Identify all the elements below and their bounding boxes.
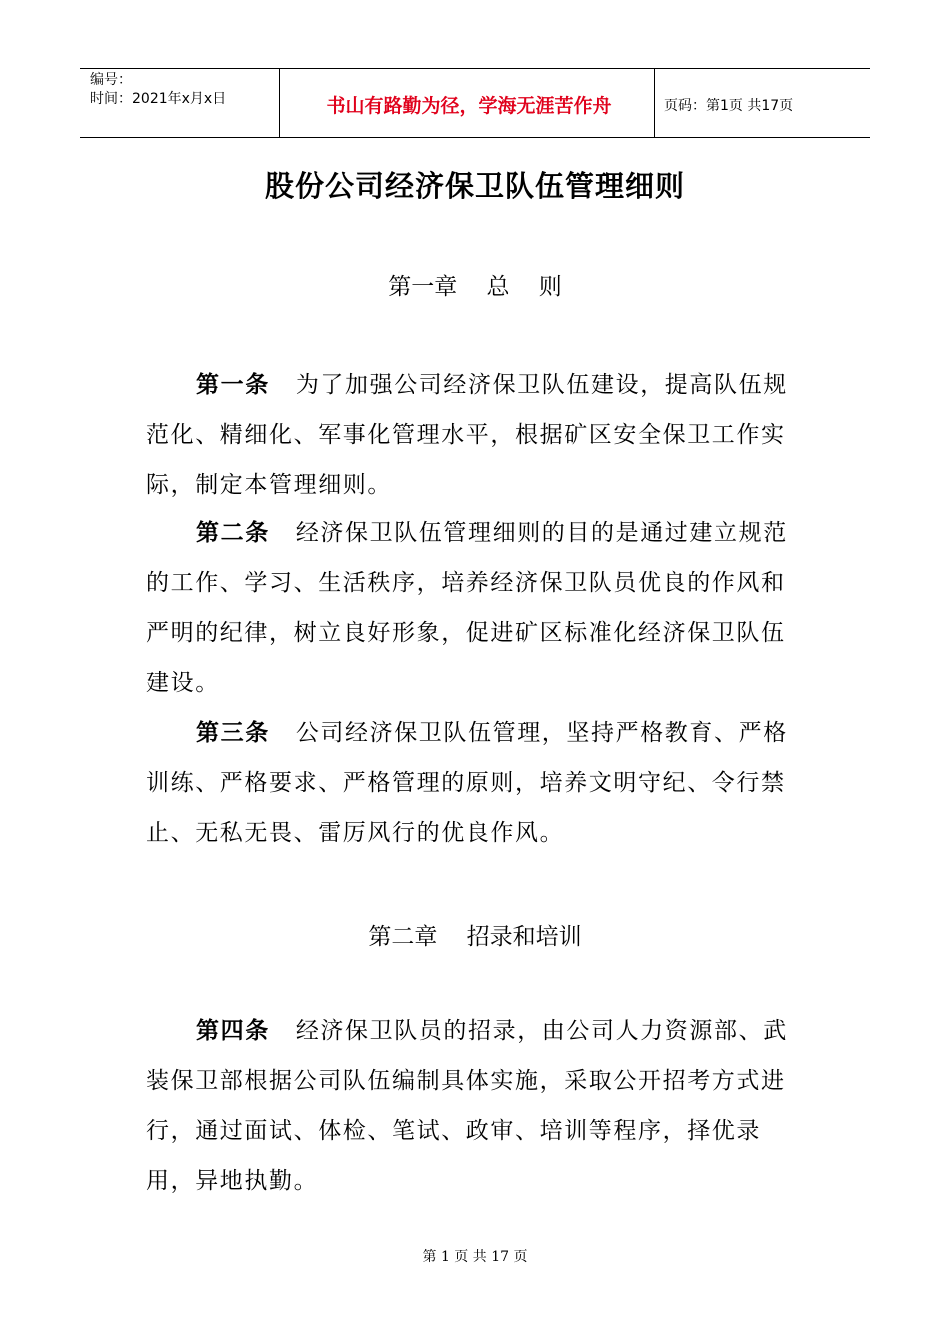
article-paragraph: [146, 1006, 810, 1206]
page-footer: 第 1 页 共 17 页: [422, 1249, 528, 1265]
header-divider: [279, 69, 280, 137]
header-meta: [90, 71, 226, 109]
document-title: 股份公司经济保卫队伍管理细则: [264, 169, 685, 203]
article-text: 经济保卫队员的招录，由公司人力资源部、武装保卫部根据公司队伍编制具体实施，采取公开招考方式进行，通过面试、体检、笔试、政审、培训等程序，择优录用，异地执勤。: [146, 1018, 788, 1194]
article-paragraph: [146, 708, 810, 858]
article-label: 第三条: [196, 720, 270, 746]
article-text: 公司经济保卫队伍管理，坚持严格教育、严格训练、严格要求、严格管理的原则，培养文明守纪、令行禁止、无私无畏、雷厉风行的优良作风。: [146, 720, 788, 846]
article-label: 第一条: [196, 372, 270, 398]
chapter-heading: 第二章 招录和培训: [368, 924, 582, 950]
chapter-heading: 第一章 总 则: [388, 274, 562, 300]
header-divider: [654, 69, 655, 137]
time-label: 时间：2021年x月x日: [90, 91, 227, 107]
header-motto: 书山有路勤为径，学海无涯苦作舟: [326, 95, 612, 117]
article-text: 为了加强公司经济保卫队伍建设，提高队伍规范化、精细化、军事化管理水平，根据矿区安全保卫工作实际，制定本管理细则。: [146, 372, 788, 498]
article-label: 第四条: [196, 1018, 270, 1044]
header-page-info: 页码：第1页 共17页: [664, 98, 794, 114]
article-paragraph: [146, 508, 810, 708]
article-text: 经济保卫队伍管理细则的目的是通过建立规范的工作、学习、生活秩序，培养经济保卫队员优良的作风和严明的纪律，树立良好形象，促进矿区标准化经济保卫队伍建设。: [146, 520, 788, 696]
document-header: [80, 68, 870, 138]
article-paragraph: [146, 360, 810, 510]
article-label: 第二条: [196, 520, 270, 546]
number-label: 编号：: [90, 72, 132, 88]
